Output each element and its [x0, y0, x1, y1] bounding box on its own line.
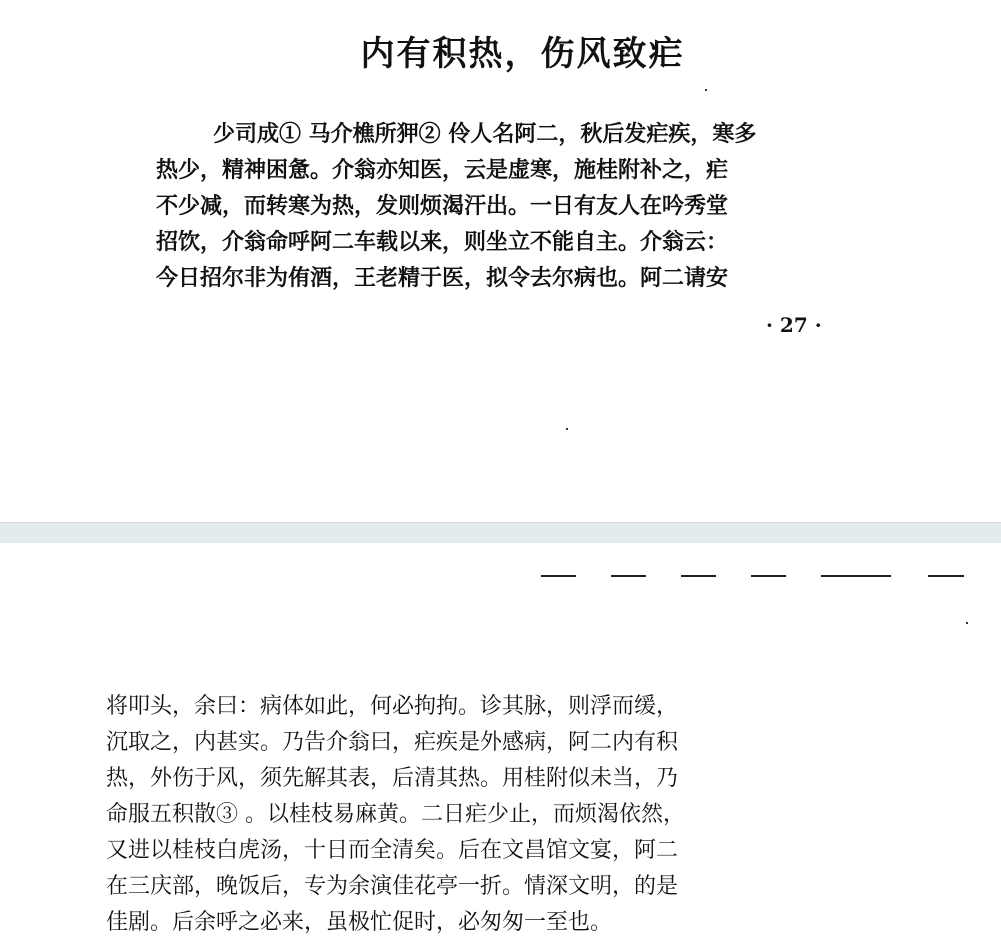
scan-speck — [966, 622, 968, 624]
paragraph-2 — [106, 689, 846, 941]
scan-dash — [541, 575, 576, 577]
scan-dash — [751, 575, 786, 577]
scan-dash — [928, 575, 964, 577]
paragraph-1 — [156, 116, 896, 296]
paragraph-line: 热，外伤于风，须先解其表，后清其热。用桂附似未当，乃 — [106, 766, 679, 791]
paragraph-line: 佳剧。后余呼之必来，虽极忙促时，必匆匆一至也。 — [106, 910, 613, 935]
scan-dash — [681, 575, 716, 577]
paragraph-line: 在三庆部，晚饭后，专为余演佳花亭一折。情深文明，的是 — [106, 874, 679, 899]
scan-speck — [705, 89, 707, 91]
page-separator — [0, 522, 1001, 544]
scan-speck — [566, 428, 568, 430]
paragraph-line: 不少减，而转寒为热，发则烦渴汗出。一日有友人在吟秀堂 — [156, 193, 729, 219]
paragraph-line: 命服五积散③ 。以桂枝易麻黄。二日疟少止，而烦渴依然， — [106, 802, 685, 827]
paragraph-line: 招饮，介翁命呼阿二车载以来，则坐立不能自主。介翁云： — [156, 229, 729, 255]
paragraph-line: 热少，精神困惫。介翁亦知医，云是虚寒，施桂附补之，疟 — [156, 157, 729, 183]
scan-dash — [821, 575, 891, 577]
section-title: 内有积热，伤风致疟 — [360, 34, 685, 74]
paragraph-line: 今日招尔非为侑酒，王老精于医，拟令去尔病也。阿二请安 — [156, 265, 729, 291]
paragraph-line: 沉取之，内甚实。乃告介翁曰，疟疾是外感病，阿二内有积 — [106, 730, 679, 755]
paragraph-line: 将叩头，余曰：病体如此，何必拘拘。诊其脉，则浮而缓， — [106, 694, 679, 719]
paragraph-line: 又进以桂枝白虎汤，十日而全清矣。后在文昌馆文宴，阿二 — [106, 838, 679, 863]
paragraph-line: 少司成① 马介樵所狎② 伶人名阿二，秋后发疟疾，寒多 — [213, 121, 757, 147]
scan-dash — [611, 575, 646, 577]
page-number: · 27 · — [766, 313, 822, 337]
